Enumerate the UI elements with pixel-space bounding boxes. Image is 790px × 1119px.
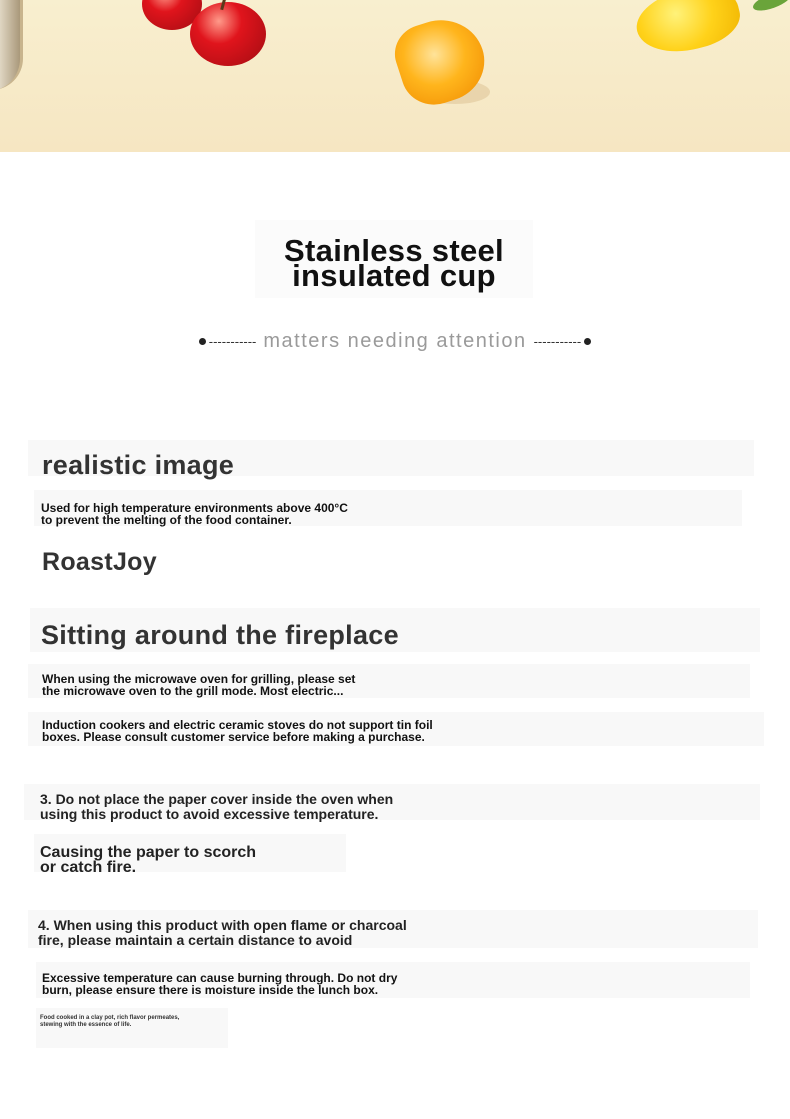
item-4-text: 4. When using this product with open flame or charcoal fire, please maintain a certain distance to avoid bbox=[38, 917, 407, 948]
red-apple-icon bbox=[190, 2, 266, 66]
item-3-text: 3. Do not place the paper cover inside the oven when using this product to avoid excessive temperature. bbox=[40, 791, 394, 822]
divider-dashes: ----------- bbox=[208, 333, 257, 349]
fireplace-heading: Sitting around the fireplace bbox=[41, 620, 399, 650]
dry-burn-note: Excessive temperature can cause burning through. Do not dry burn, please ensure there is moisture inside the lunch box. bbox=[42, 971, 398, 997]
realistic-image-heading: realistic image bbox=[42, 450, 235, 480]
microwave-note: When using the microwave oven for grilling, please set the microwave oven to the grill mode. Most electric... bbox=[42, 672, 356, 698]
leaf-icon bbox=[751, 0, 790, 14]
induction-note: Induction cookers and electric ceramic stoves do not support tin foil boxes. Please consult customer service before making a purchase. bbox=[42, 718, 433, 744]
clay-pot-note: Food cooked in a clay pot, rich flavor permeates, stewing with the essence of life. bbox=[40, 1015, 180, 1028]
section-divider bbox=[165, 326, 625, 356]
page-subtitle: matters needing attention bbox=[263, 329, 527, 352]
divider-dashes: ----------- bbox=[533, 333, 582, 349]
scorch-note: Causing the paper to scorch or catch fire. bbox=[40, 844, 257, 876]
divider-dot-icon bbox=[584, 338, 591, 345]
temperature-note: Used for high temperature environments above 400°C to prevent the melting of the food container. bbox=[41, 501, 348, 527]
stainless-pot-icon bbox=[0, 0, 23, 90]
brand-heading: RoastJoy bbox=[42, 548, 157, 576]
yellow-pepper-icon bbox=[630, 0, 745, 62]
product-photo-banner bbox=[0, 0, 790, 152]
page-title: Stainless steel insulated cup bbox=[284, 233, 504, 293]
divider-dot-icon bbox=[199, 338, 206, 345]
